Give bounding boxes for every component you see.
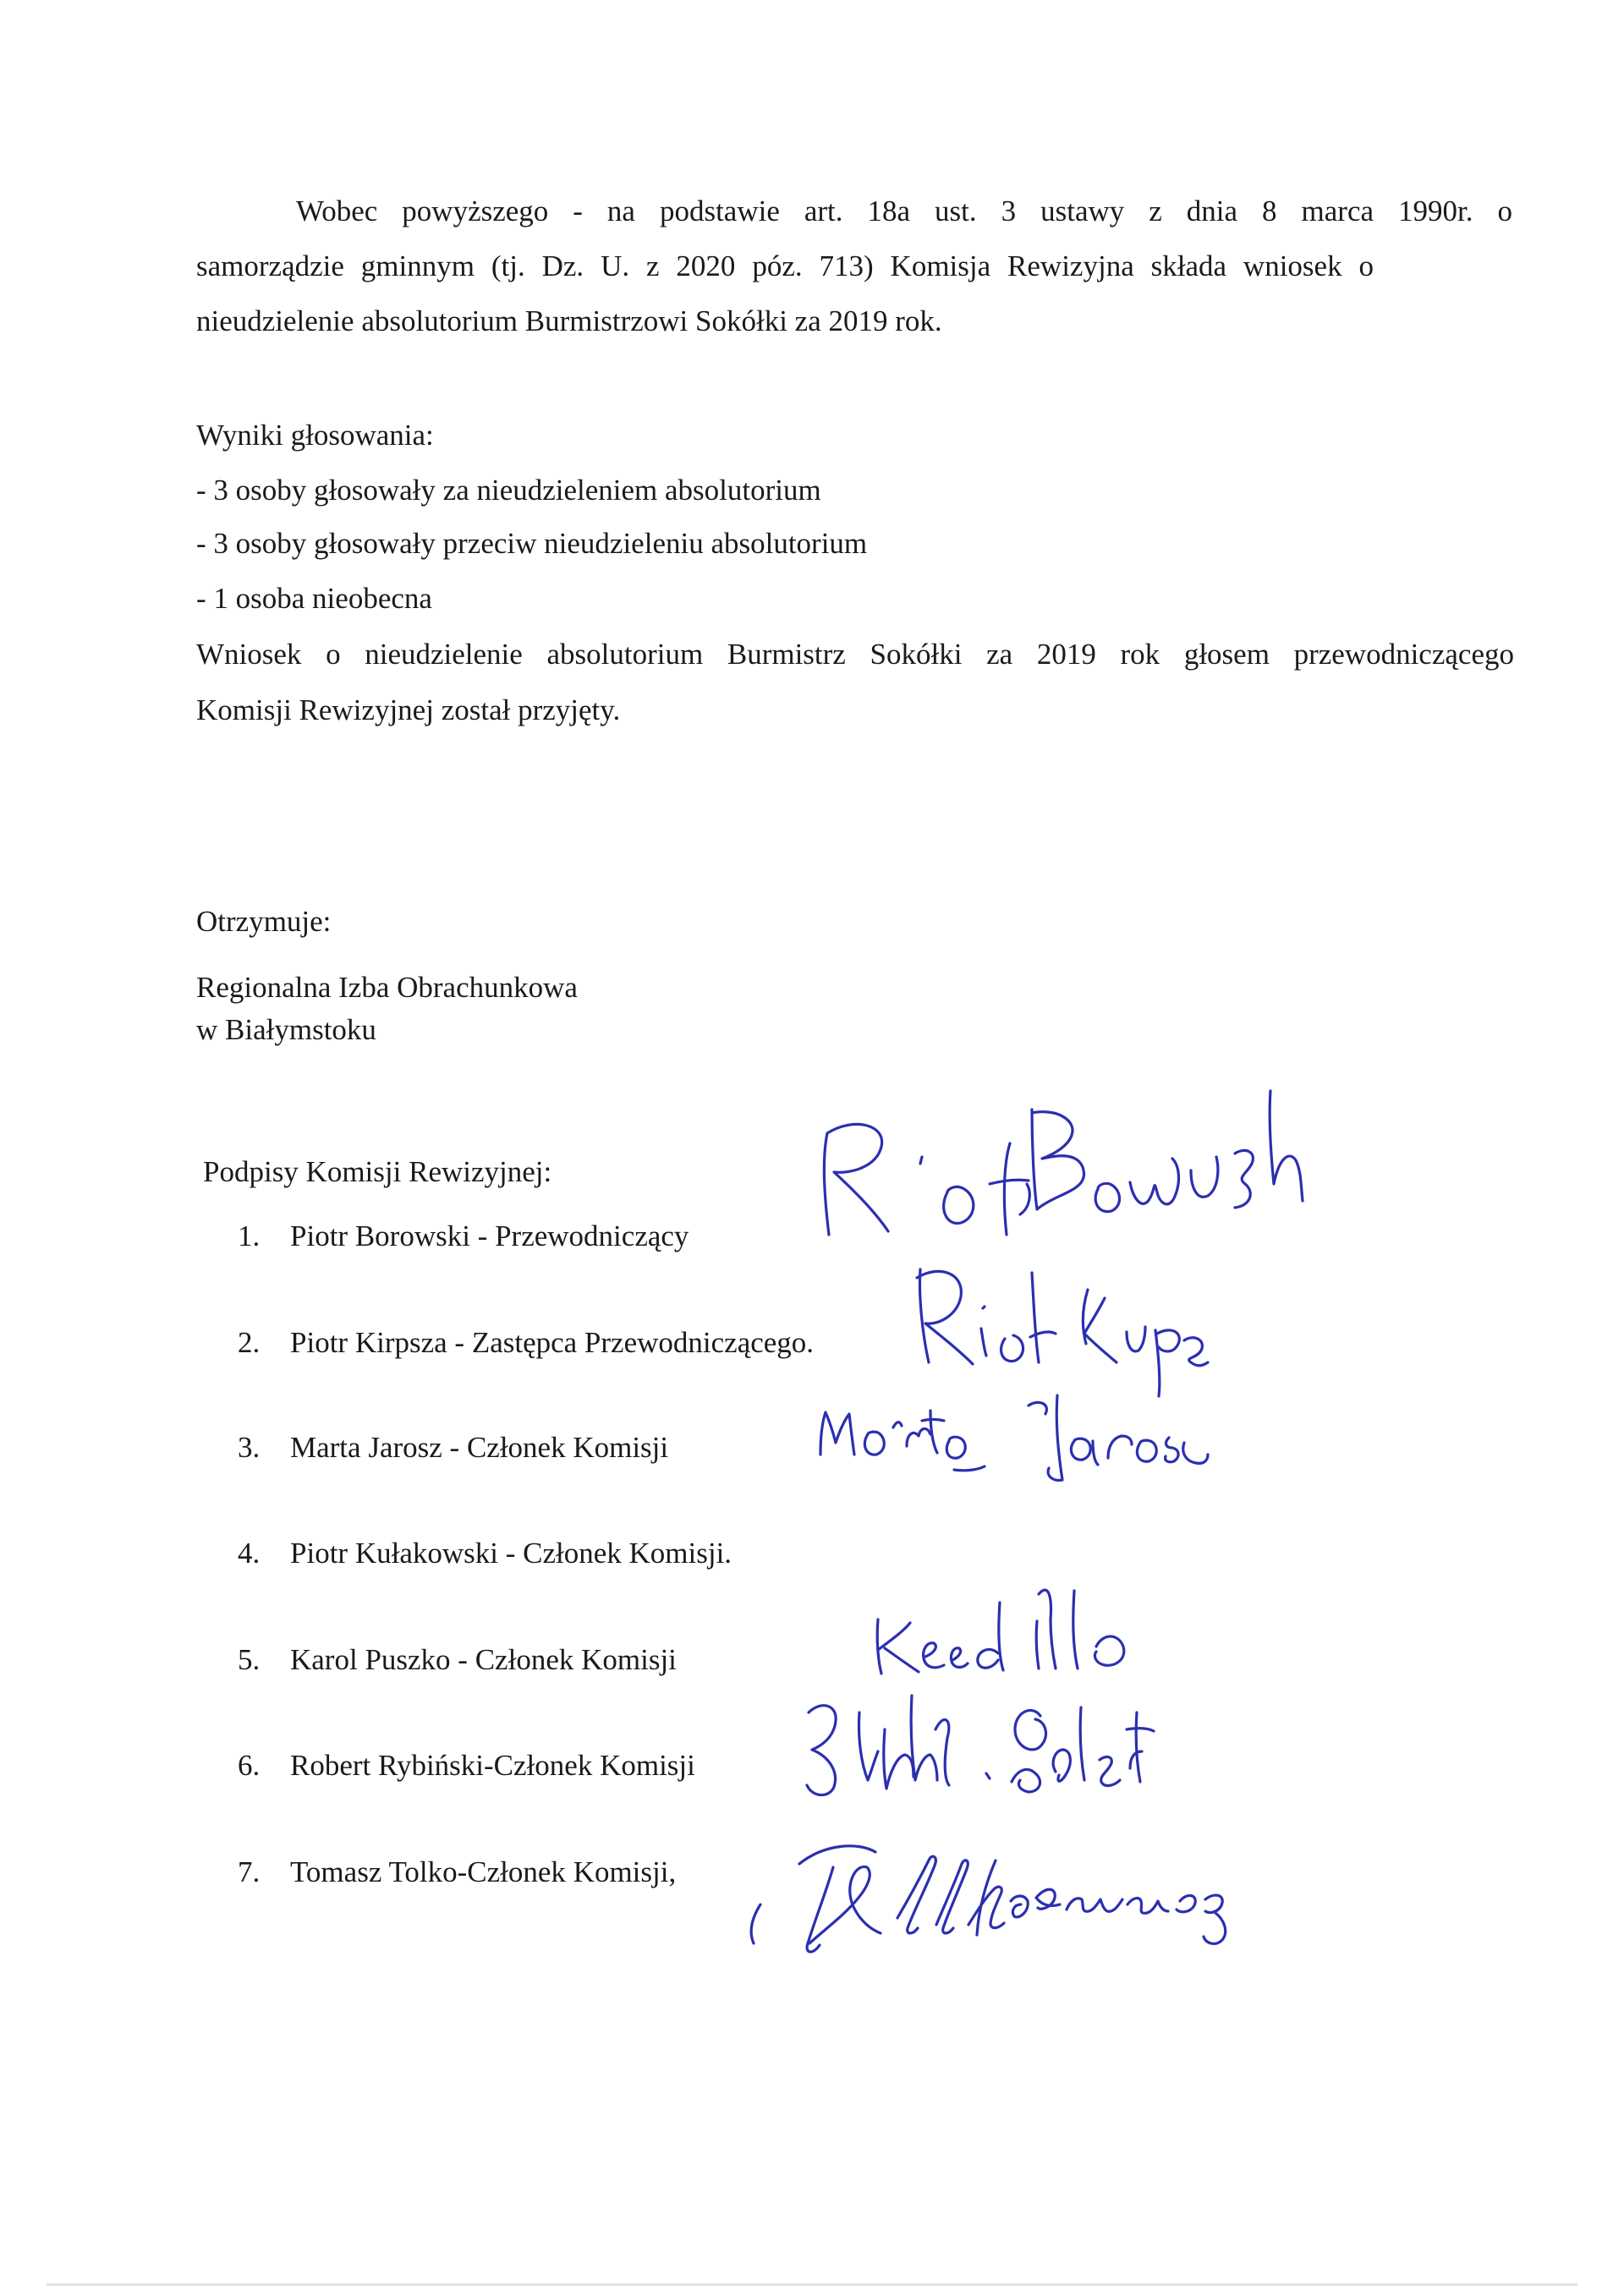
voting-title: Wyniki głosowania: xyxy=(196,419,434,452)
paragraph-line-2: samorządzie gminnym (tj. Dz. U. z 2020 póz. 713) Komisja Rewizyjna składa wniosek o xyxy=(196,249,1374,282)
member-text: Piotr Kułakowski - Członek Komisji. xyxy=(290,1537,732,1570)
member-number: 6. xyxy=(238,1749,261,1782)
member-number: 2. xyxy=(238,1326,261,1359)
member-number: 4. xyxy=(238,1537,261,1570)
recipient-name: Regionalna Izba Obrachunkowa xyxy=(196,971,578,1004)
paragraph-line-3: nieudzielenie absolutorium Burmistrzowi Sokółki za 2019 rok. xyxy=(196,304,942,337)
voting-conclusion-line-2: Komisji Rewizyjnej został przyjęty. xyxy=(196,693,621,726)
member-number: 7. xyxy=(238,1855,261,1888)
voting-item: - 3 osoby głosowały za nieudzieleniem absolutorium xyxy=(196,474,821,507)
member-number: 3. xyxy=(238,1431,261,1464)
member-number: 1. xyxy=(238,1219,261,1252)
signatures-title: Podpisy Komisji Rewizyjnej: xyxy=(203,1155,552,1188)
signature-marta-jarosz xyxy=(804,1387,1210,1488)
signature-robert-rybinski xyxy=(787,1679,1193,1814)
voting-conclusion-line-1: Wniosek o nieudzielenie absolutorium Burmistrz Sokółki za 2019 rok głosem przewodniczącego xyxy=(196,638,1514,671)
member-text: Robert Rybiński-Członek Komisji xyxy=(290,1749,695,1782)
page-bottom-edge xyxy=(47,2283,1577,2286)
member-text: Karol Puszko - Członek Komisji xyxy=(290,1643,677,1676)
signature-tomasz-tolko xyxy=(732,1817,1256,1964)
voting-item: - 3 osoby głosowały przeciw nieudzieleniu absolutorium xyxy=(196,527,868,560)
member-text: Tomasz Tolko-Członek Komisji, xyxy=(290,1855,677,1888)
signature-karol-puszko xyxy=(863,1569,1176,1687)
recipient-city: w Białymstoku xyxy=(196,1013,376,1046)
member-text: Piotr Kirpsza - Zastępca Przewodniczącego. xyxy=(290,1326,815,1359)
recipient-label: Otrzymuje: xyxy=(196,905,332,938)
member-number: 5. xyxy=(238,1643,261,1676)
signature-piotr-kirpsza xyxy=(905,1256,1210,1400)
member-text: Marta Jarosz - Członek Komisji xyxy=(290,1431,669,1464)
signature-piotr-borowski xyxy=(804,1066,1311,1269)
paragraph-line-1: Wobec powyższego - na podstawie art. 18a ust. 3 ustawy z dnia 8 marca 1990r. o xyxy=(296,195,1512,227)
member-text: Piotr Borowski - Przewodniczący xyxy=(290,1219,689,1252)
voting-item: - 1 osoba nieobecna xyxy=(196,582,432,615)
